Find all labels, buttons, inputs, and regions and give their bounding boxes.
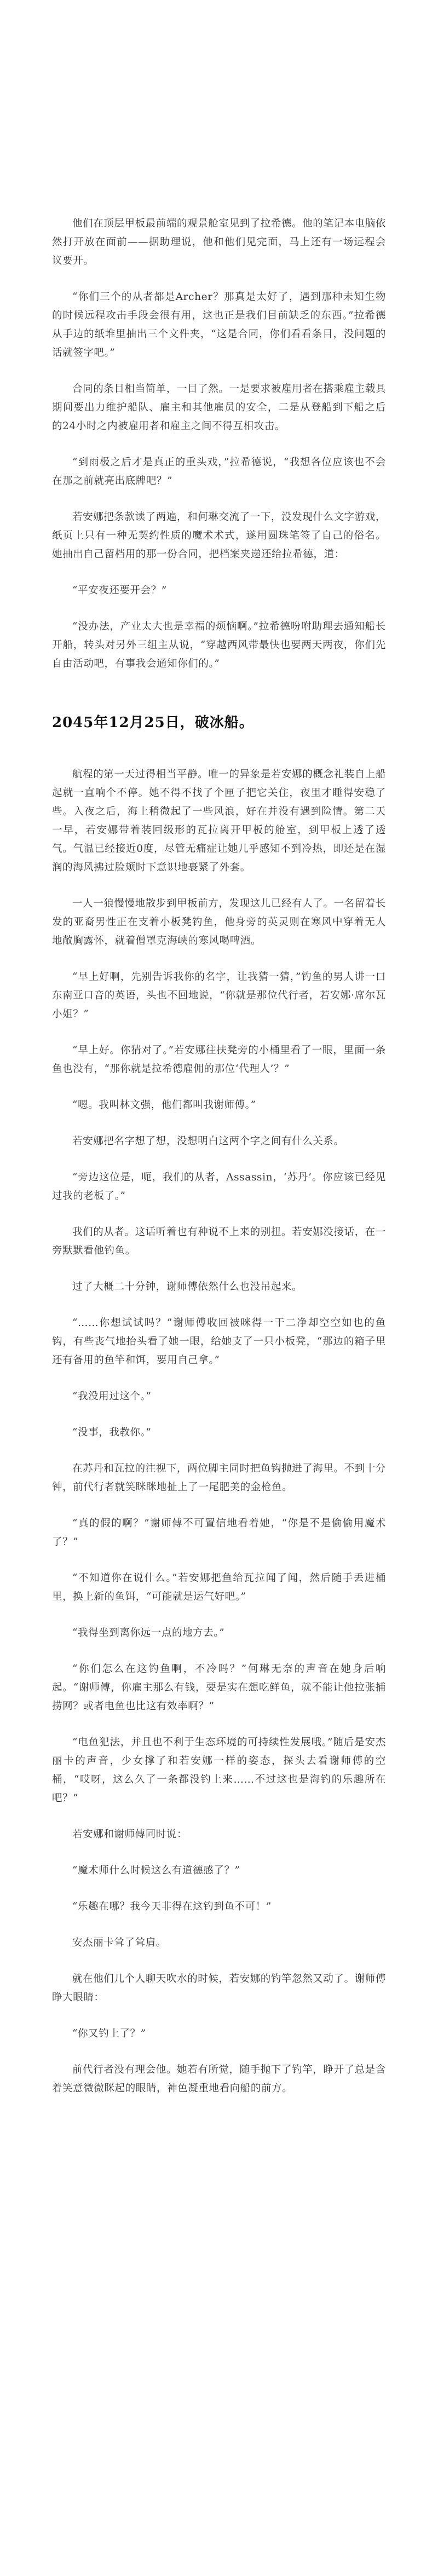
paragraph: 就在他们几个人聊天吹水的时候，若安娜的钓竿忽然又动了。谢师傅睁大眼睛： <box>52 1973 387 2003</box>
paragraph: 前代行者没有理会他。她若有所觉，随手抛下了钓竿，睁开了总是含着笑意微微眯起的眼睛，神色凝重地看向船的前方。 <box>52 2064 387 2094</box>
paragraph: “我没用过这个。” <box>72 1391 152 1402</box>
paragraph: “你们怎么在这钓鱼啊，不冷吗？”何琳无奈的声音在她身后响起。“谢师傅，你雇主那么有钱，要是实在想吃鲜鱼，就不能让他拉张捕捞网？或者电鱼也比这有效率啊？” <box>52 1663 386 1712</box>
paragraph: “不知道你在说什么。”若安娜把鱼给瓦拉闻了闻，然后随手丢进桶里，换上新的鱼饵，“可能就是运气好吧。” <box>52 1572 386 1603</box>
paragraph: “……你想试试吗？”谢师傅收回被咪得一干二净却空空如也的鱼钩，有些丧气地抬头看了她一眼，给她支了一只小板凳，“那边的箱子里还有备用的鱼竿和饵，要用自己拿。” <box>52 1317 386 1366</box>
article <box>52 215 386 2116</box>
paragraph: 一人一狼慢慢地散步到甲板前方，发现这儿已经有人了。一名留着长发的亚裔男性正在支着小板凳钓鱼，他身旁的英灵则在寒风中穿着无人地敞胸露怀，就着僧罩克海峡的寒风喝啤酒。 <box>52 898 387 947</box>
paragraph: “乐趣在哪？我今天非得在这钓到鱼不可！” <box>72 1901 272 1912</box>
paragraph: 过了大概二十分钟，谢师傅依然什么也没吊起来。 <box>72 1281 303 1293</box>
paragraph: 合同的条目相当简单，一目了然。一是要求被雇用者在搭乘雇主载具期间要出力维护船队、雇主和其他雇员的安全，二是从登船到下船之后的24小时之内被雇用者和雇主之间不得互相攻击。 <box>52 383 387 432</box>
paragraph: “你们三个的从者都是Archer？那真是太好了，遇到那种未知生物的时候远程攻击手段会很有用，这也正是我们目前缺乏的东西。”拉希德从手边的纸堆里抽出三个文件夹，“这是合同，你们看看条目，没问题的话就签字吧。” <box>52 291 386 359</box>
paragraph: “真的假的啊？”谢师傅不可置信地看着她，“你是不是偷偷用魔术了？” <box>52 1518 386 1548</box>
paragraph: “我得坐到离你远一点的地方去。” <box>72 1627 225 1639</box>
paragraph: 我们的从者。这话听着也有种说不上来的别扭。若安娜没接话，在一旁默默看他钓鱼。 <box>52 1226 387 1257</box>
paragraph: “没办法，产业太大也是幸福的烦恼啊。”拉希德吩咐助理去通知船长开船，转头对另外三组主从说，“穿越西风带最快也要两天两夜，你们先自由活动吧，有事我会通知你们的。” <box>52 621 386 670</box>
paragraph: 若安娜把条款读了两遍，和何琳交流了一下，没发现什么文字游戏，纸页上只有一种无契约性质的魔术术式，遂用圆珠笔签了自己的俗名。她抽出自己留档用的那一份合同，把档案夹递还给拉希德，道： <box>52 511 387 560</box>
paragraph: “早上好。你猜对了。”若安娜往扶凳旁的小桶里看了一眼，里面一条鱼也没有，“那你就是拉希德雇佣的那位‘代理人’？” <box>52 1045 386 1075</box>
paragraph: 若安娜把名字想了想，没想明白这两个字之间有什么关系。 <box>72 1136 344 1147</box>
paragraph: “你又钓上了？” <box>72 2028 146 2039</box>
paragraph: “没事，我教你。” <box>72 1427 152 1438</box>
paragraph: “早上好啊，先别告诉我你的名字，让我猜一猜，”钓鱼的男人讲一口东南亚口音的英语，头也不回地说，“你就是那位代行者，若安娜·席尔瓦小姐？” <box>52 971 386 1020</box>
paragraph: “魔术师什么时候这么有道德感了？” <box>72 1865 240 1876</box>
paragraph: “嗯。我叫林文强，他们都叫我谢师傅。” <box>72 1099 256 1111</box>
paragraph: 航程的第一天过得相当平静。唯一的异象是若安娜的概念礼装自上船起就一直响个不停。她不得不找了个匣子把它关住，夜里才睡得安稳了些。入夜之后，海上稍微起了一些风浪，好在并没有遇到险情。第二天一早，若安娜带着装回级形的瓦拉离开甲板的舱室，到甲板上透了透气。气温已经接近0度，尽管无痛症让她几乎感知不到冷热，即还是在湿润的海风拂过脸颊时下意识地裹紧了外套。 <box>52 769 387 873</box>
paragraph: “旁边这位是，呃，我们的从者，Assassin，‘苏丹’。你应该已经见过我的老板了。” <box>52 1172 386 1202</box>
paragraph: 在苏丹和瓦拉的注视下，两位脚主同时把鱼钩抛进了海里。不到十分钟，前代行者就笑眯眯地扯上了一尾肥美的金枪鱼。 <box>52 1463 387 1493</box>
paragraph: “到雨极之后才是真正的重头戏，”拉希德说，“我想各位应该也不会在那之前就亮出底牌吧？” <box>52 457 386 487</box>
paragraph: “平安夜还要开会？” <box>72 585 167 596</box>
paragraph: 安杰丽卡耸了耸肩。 <box>72 1937 166 1949</box>
paragraph: 他们在顶层甲板最前端的观景舱室见到了拉希德。他的笔记本电脑依然打开放在面前——据助理说，他和他们见完面，马上还有一场远程会议要开。 <box>52 218 387 267</box>
paragraph: 若安娜和谢师傅同时说： <box>72 1829 188 1840</box>
section-heading: 2045年12月25日，破冰船。 <box>52 714 254 731</box>
paragraph: “电鱼犯法，并且也不利于生态环境的可持续性发展哦。”随后是安杰丽卡的声音，少女撑了和若安娜一样的姿态，探头去看谢师傅的空桶，“哎呀，这么久了一条都没钓上来……不过这也是海钓的乐趣所在吧？” <box>52 1737 386 1804</box>
